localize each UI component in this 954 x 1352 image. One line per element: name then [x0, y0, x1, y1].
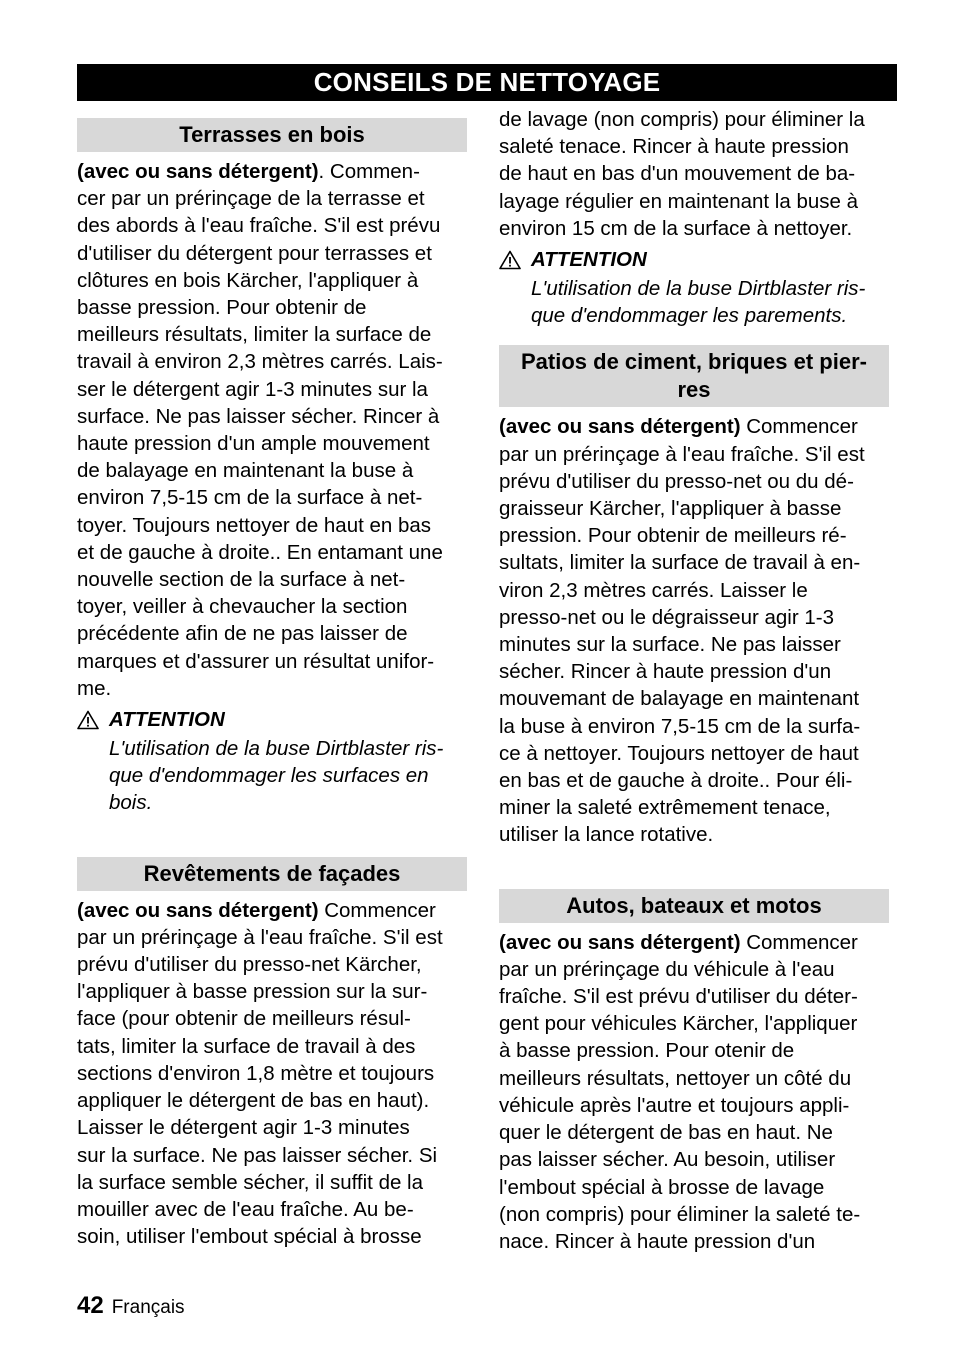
detergent-note: (avec ou sans détergent): [499, 930, 741, 954]
section-text-autos: [499, 929, 889, 1255]
section-heading-patios: Patios de ciment, briques et pier- res: [499, 345, 889, 407]
body-text: Commencer par un prérinçage du véhicule à l'eau fraîche. S'il est prévu d'utiliser du déter- gent pour véhicules Kärcher, l'appliquer à basse pression. Pour otenir de meilleurs résultats, nettoyer un côté du véhicule après l'autre et toujours appli- quer le détergent de bas en haut. Ne pas laisser sécher. Au besoin, utiliser l'embout spécial à brosse de lavage (non compris) pour éliminer la saleté te- nace. Rincer à haute pression d'un: [499, 930, 861, 1253]
warning-triangle-icon: [499, 250, 521, 270]
detergent-note: (avec ou sans détergent): [499, 415, 741, 439]
body-text: Commencer par un prérinçage à l'eau fraîche. S'il est prévu d'utiliser du presso-net Kärcher, l'appliquer à basse pression sur la sur- face (pour obtenir de meilleurs résul- tats, limiter la surface de travail à des sections d'environ 1,8 mètre et toujours appliquer le détergent de bas en haut). Laisser le détergent agir 1-3 minutes sur la surface. Ne pas laisser sécher. Si la surface semble sécher, il suffit de la mouiller avec de l'eau fraîche. Au be- soin, utiliser l'embout spécial à brosse: [77, 898, 443, 1249]
footer-language: Français: [111, 1297, 185, 1318]
page-title: CONSEILS DE NETTOYAGE: [313, 67, 661, 97]
section-heading-facades: Revêtements de façades: [77, 857, 467, 891]
attention-text: L'utilisation de la buse Dirtblaster ris- que d'endommager les parements.: [531, 277, 866, 328]
section-text-terrasses: [77, 158, 467, 702]
detergent-note: (avec ou sans détergent): [77, 160, 319, 183]
page-footer: [77, 1292, 185, 1320]
body-text: Commencer par un prérinçage à l'eau fraîche. S'il est prévu d'utiliser du presso-net ou du dé- graisseur Kärcher, l'appliquer à basse pression. Pour obtenir de meilleurs ré- sultats, limiter la surface de travail à en- viron 2,3 mètres carrés. Laisser le presso-net ou le dégraisseur agir 1-3 minutes sur la surface. Ne pas laisser sécher. Rincer à haute pression d'un mouvemant de balayage en maintenant la buse à environ 7,5-15 cm de la surfa- ce à nettoyer. Toujours nettoyer de haut en bas et de gauche à droite.. Pour éli- miner la saleté extrêmement tenace, utiliser la lance rotative.: [499, 415, 865, 847]
attention-label: ATTENTION: [77, 706, 467, 733]
section-heading-terrasses: Terrasses en bois: [77, 118, 467, 152]
warning-triangle-icon: [77, 710, 99, 730]
body-text: . Commen- cer par un prérinçage de la terrasse et des abords à l'eau fraîche. S'il est prévu d'utiliser du détergent pour terrasses et clôtures en bois Kärcher, l'appliquer à basse pression. Pour obtenir de meilleurs résultats, limiter la surface de travail à environ 2,3 mètres carrés. Lais- ser le détergent agir 1-3 minutes sur la surface. Ne pas laisser sécher. Rincer à haute pression d'un ample mouvement de balayage en maintenant la buse à environ 7,5-15 cm de la surface à net- toyer. Toujours nettoyer de haut en bas et de gauche à droite.. En entamant une nouvelle section de la surface à net- toyer, veiller à chevaucher la section précédente afin de ne pas laisser de marques et d'assurer un résultat unifor- me.: [77, 160, 443, 700]
section-heading-autos: Autos, bateaux et motos: [499, 889, 889, 923]
page-number: 42: [77, 1292, 104, 1319]
continued-text: de lavage (non compris) pour éliminer la saleté tenace. Rincer à haute pression de haut en bas d'un mouvement de ba- layage régulier en maintenant la buse à environ 15 cm de la surface à nettoyer.: [499, 108, 865, 240]
section-text-patios: [499, 413, 889, 848]
attention-text: L'utilisation de la buse Dirtblaster ris- que d'endommager les surfaces en bois.: [109, 737, 444, 815]
page-banner: [77, 64, 897, 101]
detergent-note: (avec ou sans détergent): [77, 898, 319, 922]
right-column: [499, 106, 889, 1255]
section-text-facades: [77, 897, 467, 1251]
attention-label: ATTENTION: [499, 246, 889, 273]
left-column: [77, 118, 467, 1250]
